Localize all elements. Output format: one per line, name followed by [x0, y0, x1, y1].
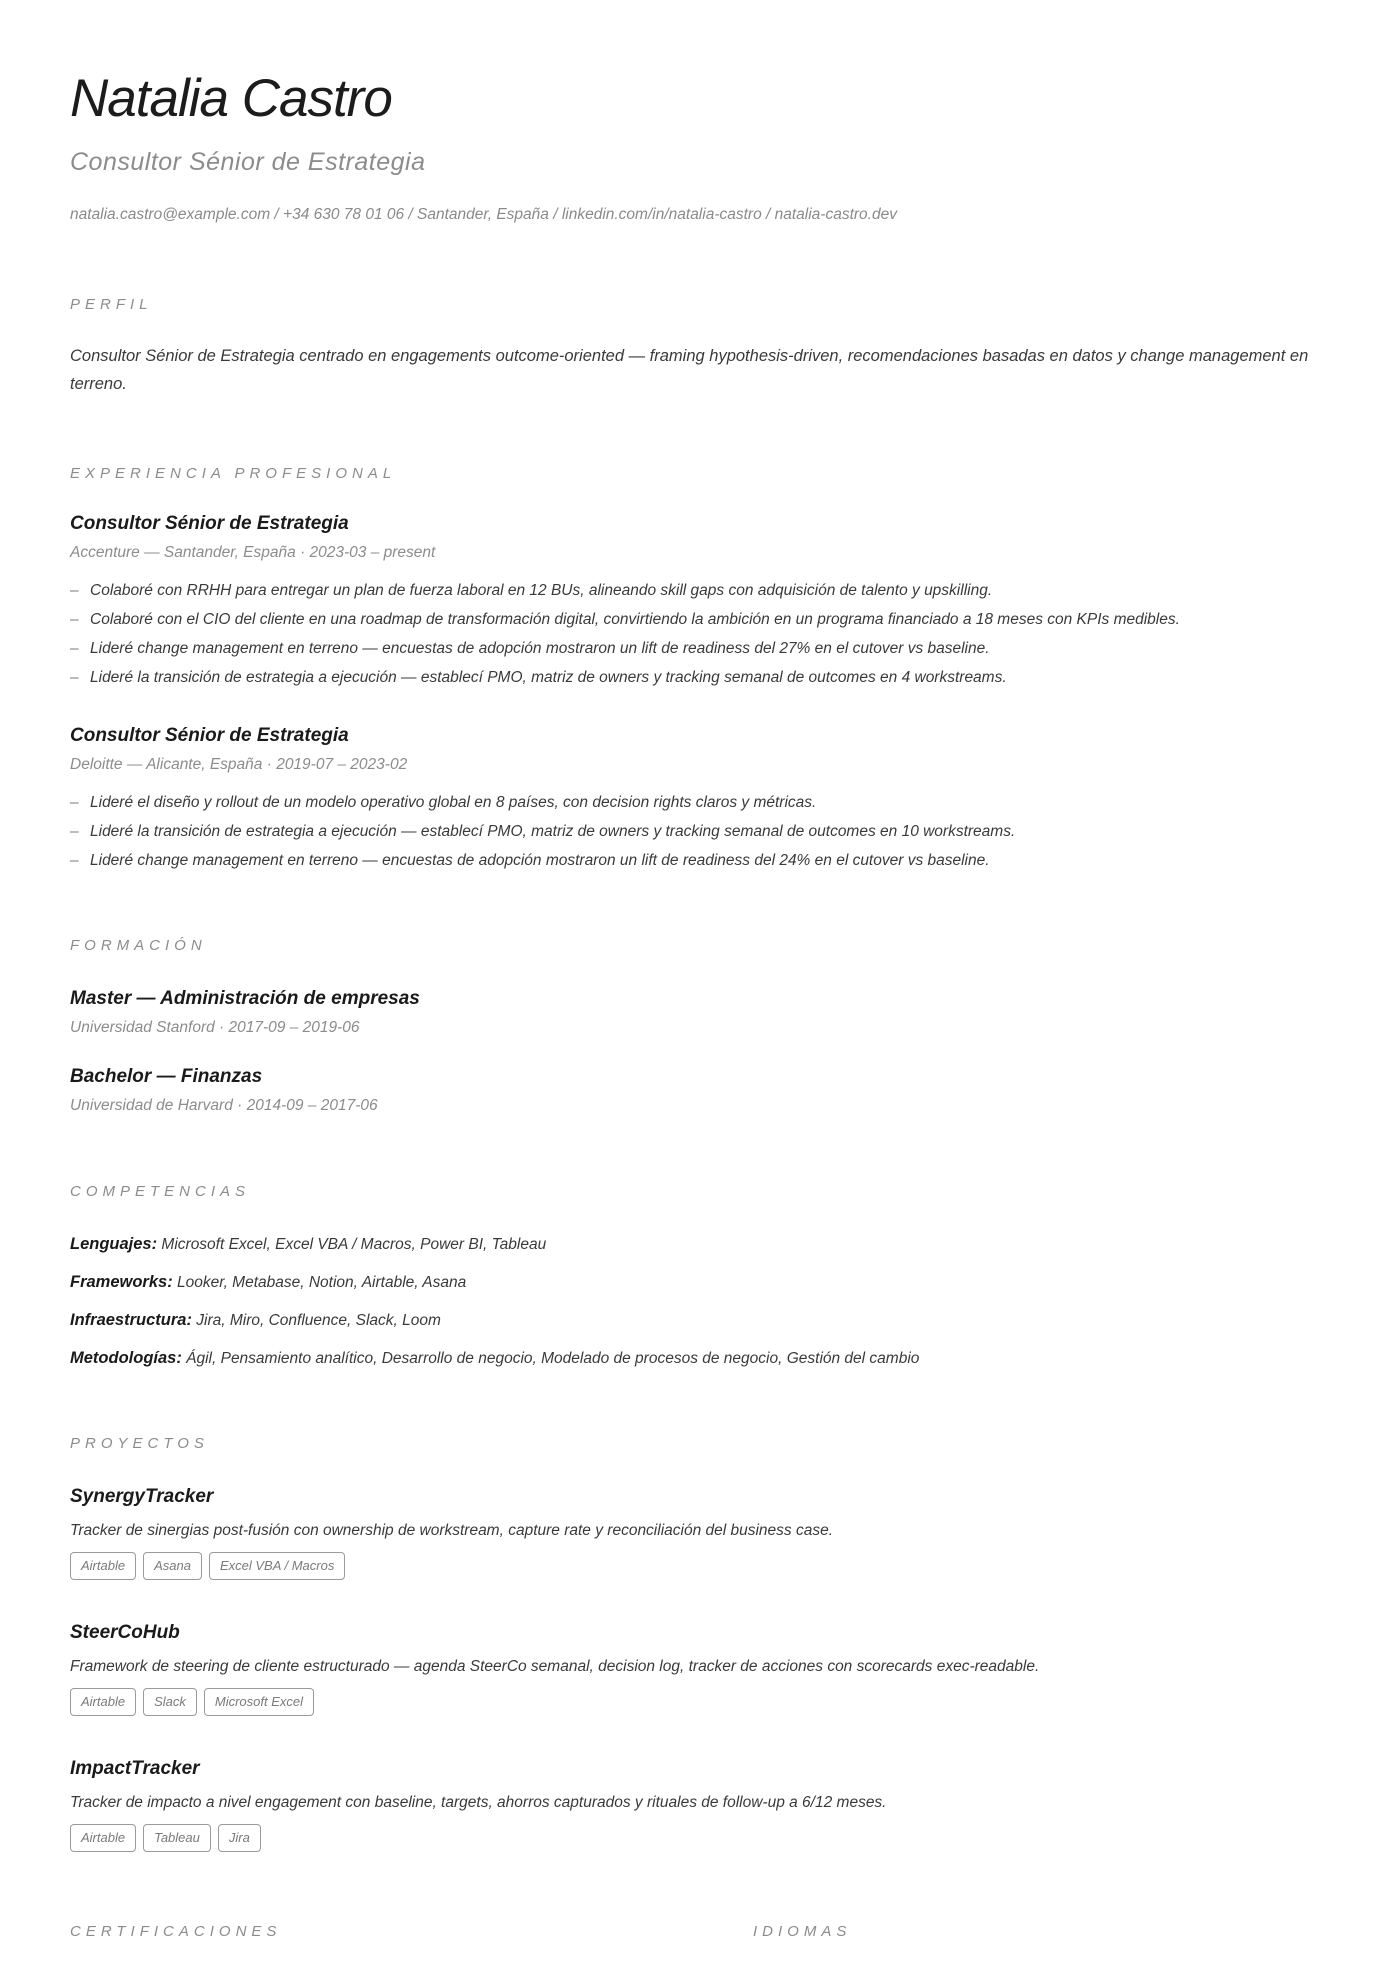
tech-tag: Airtable [70, 1824, 136, 1852]
job-title: Consultor Sénior de Estrategia [70, 513, 349, 534]
contact-line: natalia.castro@example.com / +34 630 78 01 06 / Santander, España / linkedin.com/in/natalia-castro / natalia-castro.dev [70, 206, 897, 223]
tech-tag: Tableau [143, 1824, 211, 1852]
skill-row: Frameworks: Looker, Metabase, Notion, Airtable, Asana [70, 1273, 467, 1291]
job-meta: Accenture — Santander, España · 2023-03 – present [70, 544, 436, 561]
section-title-education: FORMACIÓN [70, 937, 207, 954]
project-tags [70, 1824, 1330, 1852]
project-description: Tracker de sinergias post-fusión con ownership de workstream, capture rate y reconciliación del business case. [70, 1522, 834, 1539]
project-title: SteerCoHub [70, 1622, 180, 1643]
education-meta: Universidad Stanford · 2017-09 – 2019-06 [70, 1019, 360, 1036]
skill-row: Infraestructura: Jira, Miro, Confluence, Slack, Loom [70, 1311, 441, 1329]
job-bullets [70, 576, 1330, 692]
project-tags [70, 1688, 1330, 1716]
skills-list [70, 1230, 919, 1382]
tech-tag: Excel VBA / Macros [209, 1552, 345, 1580]
education-entry [70, 1066, 378, 1115]
job-bullet: – Lideré la transición de estrategia a ejecución — establecí PMO, matriz de owners y tracking semanal de outcomes en 4 workstreams. [70, 669, 1007, 686]
section-title-certifications: CERTIFICACIONES [70, 1923, 282, 1940]
section-title-languages: IDIOMAS [753, 1923, 852, 1940]
project-tags [70, 1552, 1330, 1580]
job-meta: Deloitte — Alicante, España · 2019-07 – 2023-02 [70, 756, 408, 773]
project-entry [70, 1758, 1330, 1852]
candidate-title: Consultor Sénior de Estrategia [70, 148, 426, 176]
skill-row: Lenguajes: Microsoft Excel, Excel VBA / Macros, Power BI, Tableau [70, 1235, 547, 1253]
education-title: Master — Administración de empresas [70, 988, 420, 1009]
tech-tag: Airtable [70, 1552, 136, 1580]
project-title: ImpactTracker [70, 1758, 200, 1779]
job-bullet: – Colaboré con el CIO del cliente en una roadmap de transformación digital, convirtiendo la ambición en un programa financiado a 18 meses con KPIs medibles. [70, 611, 1180, 628]
section-title-profile: PERFIL [70, 296, 153, 313]
profile-summary: Consultor Sénior de Estrategia centrado en engagements outcome-oriented — framing hypothesis-driven, recomendaciones basadas en datos y change management en terreno. [70, 347, 1309, 393]
education-title: Bachelor — Finanzas [70, 1066, 263, 1087]
project-title: SynergyTracker [70, 1486, 214, 1507]
tech-tag: Microsoft Excel [204, 1688, 314, 1716]
job-entry [70, 513, 1330, 692]
section-title-projects: PROYECTOS [70, 1435, 209, 1452]
section-title-skills: COMPETENCIAS [70, 1183, 251, 1200]
education-entry [70, 988, 420, 1037]
job-bullet: – Lideré el diseño y rollout de un modelo operativo global en 8 países, con decision rights claros y métricas. [70, 794, 817, 811]
section-title-experience: EXPERIENCIA PROFESIONAL [70, 465, 397, 482]
job-entry [70, 725, 1330, 875]
job-bullet: – Lideré change management en terreno — encuestas de adopción mostraron un lift de readiness del 27% en el cutover vs baseline. [70, 640, 990, 657]
job-bullets [70, 788, 1330, 875]
tech-tag: Airtable [70, 1688, 136, 1716]
project-entry [70, 1622, 1330, 1716]
job-bullet: – Lideré change management en terreno — encuestas de adopción mostraron un lift de readiness del 24% en el cutover vs baseline. [70, 852, 990, 869]
project-description: Tracker de impacto a nivel engagement con baseline, targets, ahorros capturados y rituales de follow-up a 6/12 meses. [70, 1794, 887, 1811]
job-title: Consultor Sénior de Estrategia [70, 725, 349, 746]
job-bullet: – Lideré la transición de estrategia a ejecución — establecí PMO, matriz de owners y tracking semanal de outcomes en 10 workstreams. [70, 823, 1016, 840]
education-meta: Universidad de Harvard · 2014-09 – 2017-06 [70, 1097, 378, 1114]
tech-tag: Slack [143, 1688, 197, 1716]
skill-row: Metodologías: Ágil, Pensamiento analítico, Desarrollo de negocio, Modelado de procesos de negocio, Gestión del cambio [70, 1349, 920, 1367]
job-bullet: – Colaboré con RRHH para entregar un plan de fuerza laboral en 12 BUs, alineando skill gaps con adquisición de talento y upskilling. [70, 582, 993, 599]
tech-tag: Jira [218, 1824, 261, 1852]
candidate-name: Natalia Castro [70, 69, 392, 128]
tech-tag: Asana [143, 1552, 202, 1580]
project-description: Framework de steering de cliente estructurado — agenda SteerCo semanal, decision log, tracker de acciones con scorecards exec-readable. [70, 1658, 1040, 1675]
project-entry [70, 1486, 1330, 1580]
